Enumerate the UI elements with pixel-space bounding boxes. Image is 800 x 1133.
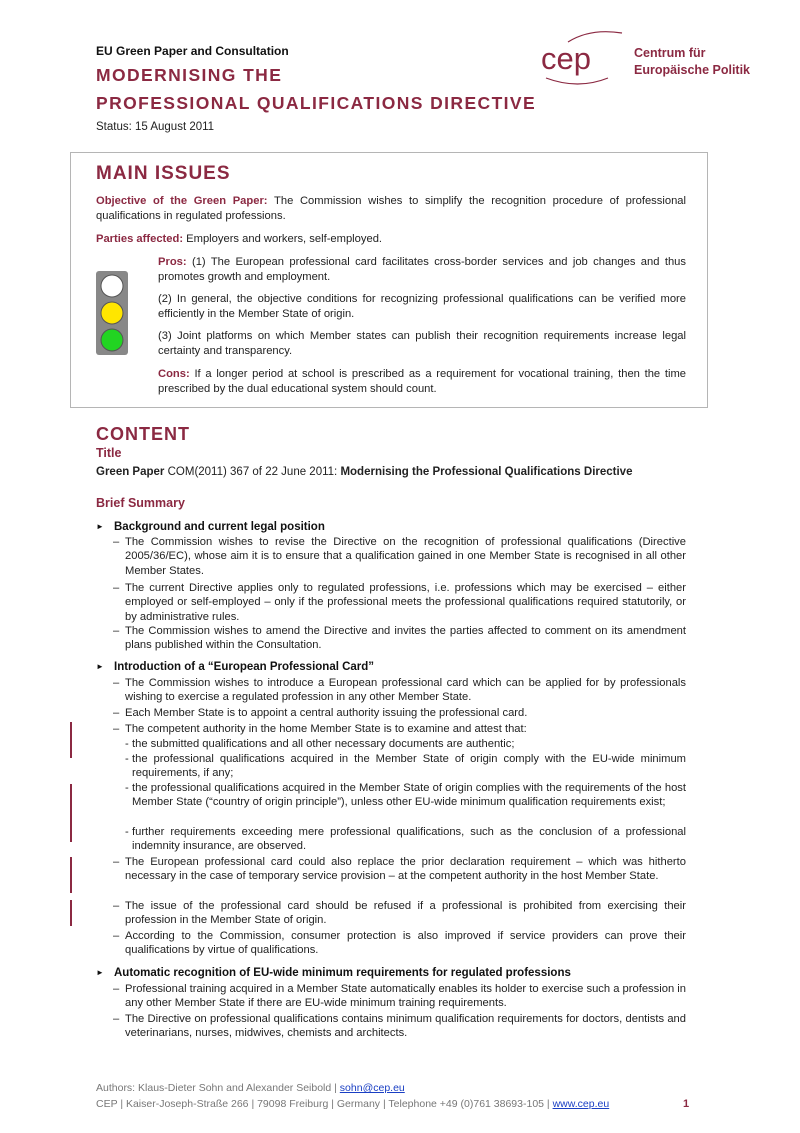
cons-paragraph <box>158 367 686 397</box>
sub-list-item: - the professional qualifications acquired in the Member State of origin complies with the requirements of the host Member State (“country of origin principle”), unless other EU-wide minimum qualification requirements exist; <box>125 782 686 809</box>
pros-label: Pros: <box>158 256 187 268</box>
list-item: – The European professional card could also replace the prior declaration requirement – which was hitherto necessary in the case of temporary service provision – at the competent authority in the host Member State. <box>113 856 686 883</box>
section-heading-automatic-recognition: ► Automatic recognition of EU-wide minimum requirements for regulated professions <box>96 967 571 979</box>
document-status: Status: 15 August 2011 <box>96 121 215 133</box>
title-subheading: Title <box>96 446 122 460</box>
cep-logo <box>538 28 628 88</box>
title-line <box>96 466 632 478</box>
list-item: – The Commission wishes to introduce a European professional card which can be applied for by professionals wishing to exercise a regulated profession in any other Member State. <box>113 677 686 704</box>
bullet-arrow-icon: ► <box>96 522 104 531</box>
margin-change-bar <box>70 857 72 893</box>
pros-paragraph-3: (3) Joint platforms on which Member states can publish their recognition requirements increase legal certainty and transparency. <box>158 330 686 357</box>
section-heading-background: ► Background and current legal position <box>96 521 325 533</box>
author-email-link[interactable]: sohn@cep.eu <box>339 1082 405 1094</box>
content-heading: CONTENT <box>96 424 190 444</box>
title-name: Modernising the Professional Qualifications Directive <box>340 466 633 478</box>
bullet-arrow-icon: ► <box>96 968 104 977</box>
title-ref: COM(2011) 367 of 22 June 2011: <box>167 466 338 478</box>
pros-paragraph-1 <box>158 255 686 285</box>
website-link[interactable]: www.cep.eu <box>552 1098 610 1110</box>
section-heading-professional-card: ► Introduction of a “European Professional Card” <box>96 661 375 673</box>
objective-text: The Commission wishes to simplify the recognition procedure of professional qualifications in regulated professions. <box>96 195 686 222</box>
list-item: – The competent authority in the home Member State is to examine and attest that: <box>113 723 527 735</box>
margin-change-bar <box>70 722 72 758</box>
logo-name-line1: Centrum für <box>634 46 706 60</box>
list-item: – Each Member State is to appoint a central authority issuing the professional card. <box>113 707 528 719</box>
traffic-light-icon <box>96 271 128 355</box>
list-item: – Professional training acquired in a Member State automatically enables its holder to exercise such a profession in any other Member State if there are EU-wide minimum training requirements. <box>113 983 686 1010</box>
list-item: – The current Directive applies only to regulated professions, i.e. professions which may be exercised – either employed or self-employed – only if the professional meets the professional qualifications required statutorily, or by administrative rules. <box>113 582 686 623</box>
objective-paragraph <box>96 194 686 224</box>
title-bold: Green Paper <box>96 466 165 478</box>
footer-address: CEP | Kaiser-Joseph-Straße 266 | 79098 Freiburg | Germany | Telephone +49 (0)761 38693-105 | www.cep.eu <box>96 1098 610 1110</box>
list-item: – The issue of the professional card should be refused if a professional is prohibited from exercising their profession in the Member State of origin. <box>113 900 686 927</box>
pros-paragraph-2: (2) In general, the objective conditions for recognizing professional qualifications can be verified more efficiently in the Member State of origin. <box>158 293 686 320</box>
parties-text: Employers and workers, self-employed. <box>186 233 383 245</box>
main-issues-heading: MAIN ISSUES <box>96 163 231 184</box>
list-item: – The Commission wishes to amend the Directive and invites the parties affected to comment on its amendment plans published within the Consultation. <box>113 625 686 652</box>
document-title-line2: PROFESSIONAL QUALIFICATIONS DIRECTIVE <box>96 93 537 113</box>
margin-change-bar <box>70 900 72 926</box>
pros-text-1: (1) The European professional card facilitates cross-border services and job changes and thus promotes growth and employment. <box>158 256 686 283</box>
objective-label: Objective of the Green Paper: <box>96 195 268 207</box>
parties-paragraph <box>96 232 686 247</box>
list-item: – The Commission wishes to revise the Directive on the recognition of professional qualifications (Directive 2005/36/EC), whose aim it is to ensure that a qualification gained in one Member State is recognised in all other Member States. <box>113 536 686 577</box>
logo-name-line2: Europäische Politik <box>634 63 751 77</box>
sub-list-item: - the professional qualifications acquired in the Member State of origin comply with the EU-wide minimum requirements, if any; <box>125 753 686 780</box>
cons-label: Cons: <box>158 368 190 380</box>
page-number: 1 <box>683 1098 690 1110</box>
document-kicker: EU Green Paper and Consultation <box>96 44 289 58</box>
sub-list-item: - further requirements exceeding mere professional qualifications, such as the conclusion of a professional indemnity insurance, are observed. <box>125 826 686 853</box>
brief-summary-subheading: Brief Summary <box>96 496 185 510</box>
bullet-arrow-icon: ► <box>96 662 104 671</box>
logo-mark: cep <box>541 41 591 76</box>
sub-list-item: - the submitted qualifications and all other necessary documents are authentic; <box>125 738 515 750</box>
document-title-line1: MODERNISING THE <box>96 65 283 85</box>
list-item: – The Directive on professional qualifications contains minimum qualification requirements for doctors, dentists and veterinarians, nurses, midwives, chemists and architects. <box>113 1013 686 1040</box>
list-item: – According to the Commission, consumer protection is also improved if service providers can prove their qualifications by virtue of qualifications. <box>113 930 686 957</box>
footer-authors: Authors: Klaus-Dieter Sohn and Alexander Seibold | sohn@cep.eu <box>96 1082 405 1094</box>
parties-label: Parties affected: <box>96 233 184 245</box>
margin-change-bar <box>70 784 72 842</box>
cons-text: If a longer period at school is prescribed as a requirement for vocational training, then the time prescribed by the dual educational system should count. <box>158 368 687 395</box>
